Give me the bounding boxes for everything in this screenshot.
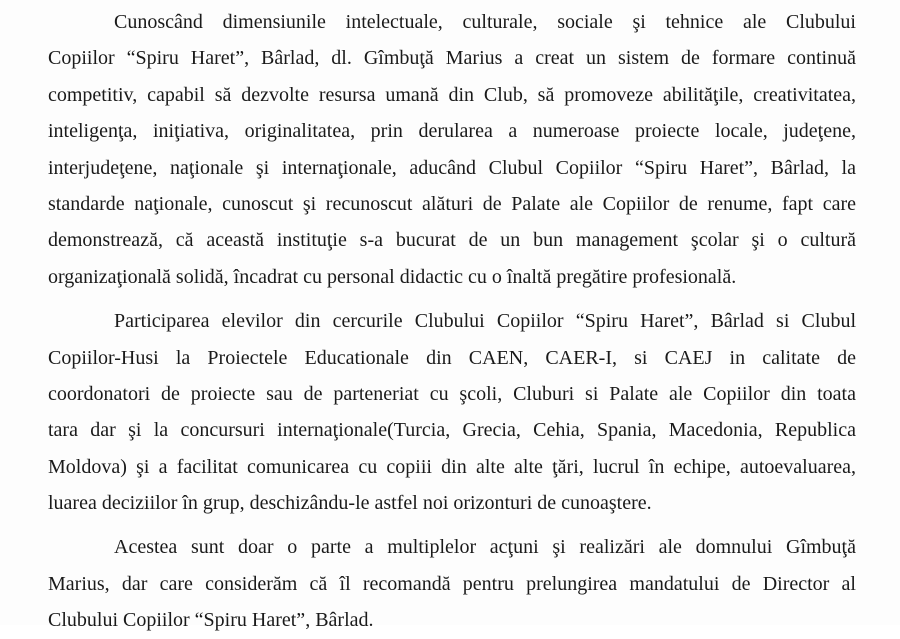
paragraph-line: Moldova) şi a facilitat comunicarea cu copiii din alte alte ţări, lucrul în echipe, autoevaluarea, (48, 455, 856, 478)
paragraph-line: standarde naţionale, cunoscut şi recunoscut alături de Palate ale Copiilor de renume, fapt care (48, 192, 856, 215)
paragraph-spacer (48, 295, 856, 303)
paragraph-line: luarea deciziilor în grup, deschizându-le astfel noi orizonturi de cunoaştere. (48, 492, 652, 515)
paragraph-line: tara dar şi la concursuri internaţionale(Turcia, Grecia, Cehia, Spania, Macedonia, Republica (48, 419, 856, 442)
paragraph-line: interjudeţene, naţionale şi internaţionale, aducând Clubul Copiilor “Spiru Haret”, Bârlad, la (48, 156, 856, 179)
paragraph-line: coordonatori de proiecte sau de parteneriat cu şcoli, Cluburi si Palate ale Copiilor din toata (48, 382, 856, 405)
paragraph-spacer (48, 521, 856, 529)
paragraph-2 (48, 303, 856, 521)
paragraph-line: Marius, dar care considerăm că îl recomandă pentru prelungirea mandatului de Director al (48, 572, 856, 595)
document-body (48, 4, 856, 639)
paragraph-line: Copiilor-Husi la Proiectele Educationale din CAEN, CAER-I, si CAEJ in calitate de (48, 346, 856, 369)
paragraph-line: competitiv, capabil să dezvolte resursa umană din Club, să promoveze abilităţile, creativitatea, (48, 83, 856, 106)
paragraph-line: Participarea elevilor din cercurile Clubului Copiilor “Spiru Haret”, Bârlad si Clubul (114, 310, 856, 333)
paragraph-line: Cunoscând dimensiunile intelectuale, culturale, sociale şi tehnice ale Clubului (114, 11, 856, 33)
paragraph-line: Acestea sunt doar o parte a multiplelor acţuni şi realizări ale domnului Gîmbuţă (114, 536, 856, 559)
paragraph-line: Copiilor “Spiru Haret”, Bârlad, dl. Gîmbuţă Marius a creat un sistem de formare continuă (48, 47, 856, 70)
paragraph-line: Clubului Copiilor “Spiru Haret”, Bârlad. (48, 609, 374, 632)
paragraph-3 (48, 529, 856, 638)
paragraph-line: demonstrează, că această instituţie s-a bucurat de un bun management şcolar şi o cultură (48, 229, 856, 252)
paragraph-1 (48, 4, 856, 295)
paragraph-line: inteligenţa, iniţiativa, originalitatea, prin derularea a numeroase proiecte locale, judeţene, (48, 120, 856, 143)
paragraph-line: organizaţională solidă, încadrat cu personal didactic cu o înaltă pregătire profesională. (48, 265, 737, 288)
